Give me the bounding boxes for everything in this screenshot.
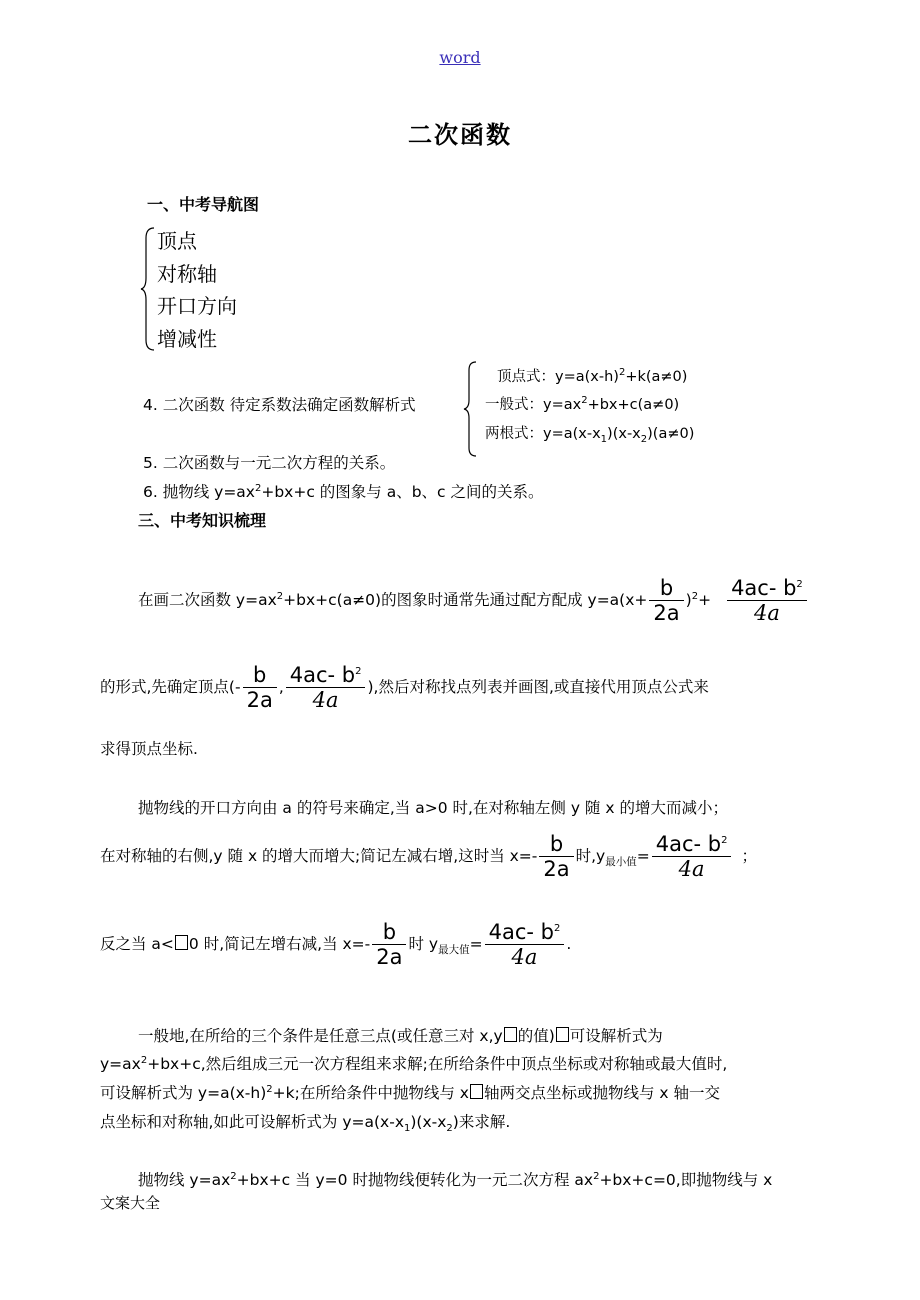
nav-item-monotonicity: 增减性 [157, 327, 217, 351]
para2-line1: 的形式,先确定顶点(- $\frac{b}{2a}$ , $\frac{4ac- b^2}{4a}$ ),然后对称找点列表并画图,或直接代用顶点公式来 [100, 663, 709, 713]
missing-glyph-box [556, 1027, 569, 1042]
para4: 反之当 a< 0 时,简记左增右减,当 x=- $\frac{b}{2a}$ 时 $y_{最大值}=$ $\frac{4ac- b^2}{4a}$ . [100, 920, 572, 970]
para5-line1: 一般地,在所给的三个条件是任意三点(或任意三对 x,y 的值) 可设解析式为 [138, 1027, 663, 1045]
para1: 在画二次函数 $y=ax^2+bx+c(a\ne 0)$的图象时通常先通过配方配成 y=a(x+ $\frac{b}{2a}$ )$^2$+ $\frac{4ac- b^2}{4a}$ [138, 576, 809, 625]
para3-line2: 在对称轴的右侧,y 随 x 的增大而增大;简记左减右增,这时当 x=- $\frac{b}{2a}$ 时$,y_{最小值}=$ $\frac{4ac- b^2}{4a}$ ； [100, 832, 757, 882]
form-vertex: 顶点式：$y=a(x-h)^2+k(a\ne 0)$ [497, 367, 688, 385]
section3-heading: 三、中考知识梳理 [138, 511, 267, 530]
para5-line2: $y=ax^2+bx+c$,然后组成三元一次方程组来求解;在所给条件中顶点坐标或对称轴或最大值时, [100, 1054, 728, 1073]
section1-heading: 一、中考导航图 [147, 195, 260, 214]
item5: 5. 二次函数与一元二次方程的关系。 [143, 454, 396, 472]
missing-glyph-box [175, 935, 188, 950]
form-general: 一般式：$y=ax^2+bx+c(a\ne 0)$ [485, 395, 680, 413]
form-two-root: 两根式：$y=a(x-x_1)(x-x_2)(a\ne 0)$ [485, 426, 695, 445]
para6: 抛物线 $y=ax^2+bx+c$ 当 y=0 时抛物线便转化为一元二次方程 $ax^2+bx+c=0$,即抛物线与 x [138, 1170, 773, 1189]
item6: 6. 抛物线 $y=ax^2+bx+c$ 的图象与 a、b、c 之间的关系。 [143, 482, 544, 501]
para2-line2: 求得顶点坐标. [100, 740, 198, 758]
page-title: 二次函数 [408, 121, 512, 149]
nav-item-axis: 对称轴 [157, 262, 217, 286]
left-brace-1 [140, 226, 156, 352]
header-word-link[interactable]: word [439, 48, 481, 67]
missing-glyph-box [470, 1084, 483, 1099]
nav-item-vertex: 顶点 [157, 229, 197, 253]
left-brace-2 [462, 360, 478, 458]
para3-line1: 抛物线的开口方向由 a 的符号来确定,当 a>0 时,在对称轴左侧 y 随 x 的增大而减小； [138, 799, 728, 817]
para5-line4: 点坐标和对称轴,如此可设解析式为 $y=a(x-x_1)(x-x_2)$来求解. [100, 1113, 511, 1135]
footer-text: 文案大全 [100, 1194, 161, 1212]
missing-glyph-box [504, 1027, 517, 1042]
nav-item-opening: 开口方向 [157, 294, 237, 318]
para5-line3: 可设解析式为 $y=a(x-h)^2+k$;在所给条件中抛物线与 x 轴两交点坐标或抛物线与 x 轴一交 [100, 1083, 720, 1102]
item4-label: 4. 二次函数 待定系数法确定函数解析式 [143, 396, 416, 414]
